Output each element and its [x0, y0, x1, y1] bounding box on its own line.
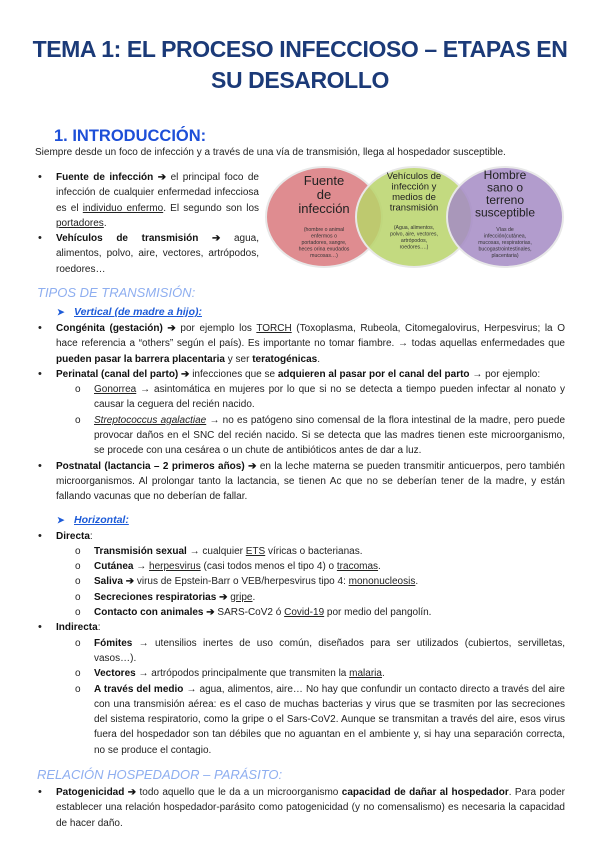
underlined-term: ETS: [245, 545, 266, 557]
bold-term: Directa: [56, 530, 90, 542]
bullet-icon: •: [38, 529, 42, 542]
diagram-circle-note: mucosas, respiratorias,: [478, 240, 532, 246]
sub-list-item: [37, 574, 565, 589]
bullet-icon: •: [38, 459, 42, 472]
underlined-term: herpesvirus: [149, 561, 201, 573]
diagram-circle-title: medios de: [392, 192, 436, 203]
text-run: en la leche materna se pueden transmitir anticuerpos, pero también microorganismos. Al prolongar tanto la lactancia, se tienen Ac que no se deberían tener de la madre, y están fallando vacunas que no deberían de fallar.: [56, 460, 565, 503]
list-item: [37, 367, 565, 382]
text-run: .: [378, 561, 381, 573]
sub-bullet-icon: o: [75, 414, 81, 426]
text-run: por medio del pangolín.: [324, 607, 432, 619]
sub-list-item: [37, 682, 565, 758]
bold-term: Vehículos de transmisión ➔: [56, 233, 221, 245]
bold-term: adquieren al pasar por el canal del parto: [277, 368, 470, 380]
diagram-circle-note: roedores….): [399, 244, 429, 251]
transmission-type-label: Horizontal:: [74, 513, 129, 526]
diagram-circle-title: infección: [298, 201, 350, 216]
diagram-circle-title: terreno: [485, 193, 525, 207]
diagram-circle-note: mucosas…): [310, 253, 338, 259]
sub-list-item: [37, 666, 565, 681]
diagram-circle-note: placentaria): [491, 253, 519, 259]
sub-list-item: [37, 605, 565, 620]
bold-term: Saliva ➔: [94, 576, 135, 588]
diagram-circle-title: Vehículos de: [386, 171, 442, 182]
transmission-type-heading: [37, 304, 565, 320]
diagram-circle-note: bucogastrointestinales,: [478, 246, 532, 253]
bold-term: Contacto con animales ➔: [94, 607, 215, 619]
bullet-icon: •: [38, 621, 42, 634]
diagram-circle-note: (hombre o animal: [303, 227, 345, 233]
bullet-icon: •: [38, 322, 42, 334]
text-run: virus de Epstein-Barr o VEB/herpesvirus tipo 4:: [134, 576, 349, 588]
underlined-term: malaria: [349, 668, 382, 680]
text-run: → cualquier: [186, 545, 246, 557]
title-line-2: SU DESAROLLO: [211, 67, 389, 93]
arrow-bullet-icon: ➤: [57, 307, 65, 317]
text-run: →: [133, 561, 150, 573]
text-run: . Para poder establecer una relación hospedador-parásito como patogenicidad (y no comensalismo) es necesaria la capacidad de hacer daño.: [56, 787, 565, 829]
text-run: :: [89, 530, 93, 542]
list-item: [37, 321, 565, 367]
bold-term: teratogénicas: [252, 353, 318, 365]
underlined-term: Streptococcus agalactiae: [94, 414, 207, 426]
text-run: SARS-CoV2 ó: [214, 607, 285, 619]
text-run: → utensilios inertes de uso común, diseñados para ser utilizados (cubiertos, servilletas, vasos…).: [94, 637, 565, 664]
text-run: .: [415, 576, 419, 588]
text-run: .: [252, 591, 256, 603]
bold-term: pueden pasar la barrera placentaria: [56, 353, 225, 365]
sub-bullet-icon: o: [75, 545, 81, 557]
text-run: .: [381, 668, 385, 680]
sub-bullet-icon: o: [75, 561, 81, 573]
sub-bullet-icon: o: [75, 668, 81, 680]
section-subheading: TIPOS DE TRANSMISIÓN:: [37, 285, 196, 300]
underlined-term: Covid-19: [284, 607, 325, 619]
bullet-icon: •: [38, 232, 42, 245]
diagram-circle-title: Hombre: [483, 168, 527, 182]
diagram-circle-title: de: [316, 187, 332, 202]
sub-list-item: [37, 413, 565, 459]
text-run: víricas o bacterianas.: [265, 545, 363, 557]
transmission-type-heading: [37, 512, 565, 528]
bold-term: Fuente de infección ➔: [56, 172, 167, 183]
bold-term: Indirecta: [56, 622, 98, 634]
underlined-term: TORCH: [256, 323, 292, 334]
bold-term: A través del medio: [94, 683, 184, 695]
bold-term: Congénita (gestación) ➔: [56, 323, 176, 334]
document-title: [20, 34, 580, 96]
underlined-term: mononucleosis: [348, 576, 416, 588]
sub-list-item: [37, 559, 565, 574]
text-run: todo aquello que le da a un microorganismo: [136, 787, 342, 799]
text-run: → agua, alimentos, aire… No hay que confundir un contacto directo a través del aire con una transmisión aérea: es el caso de muchas bacterias y virus que se trasmiten por las secreciones del sistema respiratorio, como la gripe o el Sars-CoV2. Aunque se transmitan a través del aire, esos virus fuera del hospedador son tan débiles que no aguantan en el ambiente y, si hay una separación correcta, no se produce el contagio.: [94, 683, 565, 756]
text-run: → artrópodos principalmente que transmiten la: [135, 668, 350, 680]
underlined-term: gripe: [230, 591, 253, 603]
sub-bullet-icon: o: [75, 683, 81, 695]
underlined-term: tracomas: [336, 561, 379, 573]
diagram-circle: [447, 167, 563, 267]
text-run: y ser: [224, 353, 253, 365]
bold-term: Transmisión sexual: [94, 545, 187, 557]
list-item: [37, 459, 565, 505]
diagram-circle-title: transmisión: [389, 202, 439, 214]
transmission-type-label: Vertical (de madre a hijo):: [74, 306, 202, 318]
diagram-circle-note: Vías de: [496, 227, 514, 233]
arrow-bullet-icon: ➤: [57, 514, 65, 525]
sub-list-item: [37, 636, 565, 667]
text-run: → por ejemplo:: [469, 368, 541, 380]
bold-term: Secreciones respiratorias ➔: [94, 591, 228, 603]
sub-bullet-icon: o: [75, 576, 81, 588]
bold-term: capacidad de dañar al hospedador: [341, 787, 509, 799]
sub-list-item: [37, 544, 565, 559]
diagram-circle-title: sano o: [486, 180, 524, 195]
underlined-term: individuo enfermo: [82, 202, 164, 214]
intro-bullet-item: [37, 170, 259, 231]
sub-list-item: [37, 590, 565, 605]
list-item: [37, 785, 565, 831]
text-run: .: [103, 217, 107, 229]
list-item: [37, 620, 565, 635]
section-heading-introduccion: 1. INTRODUCCIÓN:: [54, 127, 207, 145]
diagram-circle-note: polvo, aire, vectores,: [390, 231, 438, 238]
text-run: → asintomática en mujeres por lo que si no se detecta a tiempo pueden infectar al nonato y causar la ceguera del recién nacido.: [94, 384, 565, 411]
document-body: [37, 282, 565, 831]
intro-paragraph: Siempre desde un foco de infección y a través de una vía de transmisión, llega al hospedador susceptible.: [35, 147, 506, 158]
section-subheading: RELACIÓN HOSPEDADOR – PARÁSITO:: [37, 767, 283, 783]
bold-term: Cutánea: [94, 561, 134, 573]
text-run: .: [317, 353, 321, 365]
diagram-circle-note: infección(cutánea,: [483, 233, 527, 240]
text-run: . El segundo son los: [163, 202, 260, 214]
bold-term: Postnatal (lactancia – 2 primeros años) ➔: [56, 460, 257, 472]
diagram-circle-note: (Agua, alimentos,: [393, 225, 435, 231]
bullet-icon: •: [38, 367, 42, 380]
sub-bullet-icon: o: [75, 607, 81, 619]
bold-term: Perinatal (canal del parto) ➔: [56, 368, 190, 380]
sub-bullet-icon: o: [75, 591, 81, 603]
text-run: (Toxoplasma, Rubeola, Citomegalovirus, Herpesvirus; la O hace referencia a “others” según el país). Es importante no tomar fiambre. → todas aquellas enfermedades que: [56, 323, 565, 350]
sub-list-item: [37, 382, 565, 413]
bold-term: Fómites: [94, 637, 133, 649]
text-run: → no es patógeno sino comensal de la flora intestinal de la madre, pero puede provocar daños en el SNC del recién nacido. Si se detecta que las madres tienen este microorganismo, se procede con una cesárea o un chute de antibióticos antes de dar a luz.: [94, 414, 566, 457]
text-run: por ejemplo los: [175, 323, 257, 334]
list-item: [37, 529, 565, 544]
title-line-1: TEMA 1: EL PROCESO INFECCIOSO – ETAPAS EN: [32, 36, 568, 62]
text-run: infecciones que se: [189, 368, 278, 380]
bullet-icon: •: [38, 171, 42, 183]
underlined-term: Gonorrea: [94, 384, 137, 396]
bullet-icon: •: [38, 786, 42, 799]
diagram-circle-title: Fuente: [303, 173, 345, 188]
underlined-term: portadores: [56, 217, 104, 229]
text-run: el principal foco de infección de cualquier enfermedad infecciosa es el: [56, 172, 259, 214]
text-run: agua, alimentos, polvo, aire, vectores, artrópodos, roedores…: [56, 233, 259, 275]
diagram-circle-note: enfermos o: [311, 233, 337, 240]
diagram-circle-note: heces orina exudados: [298, 246, 350, 253]
diagram-circle-title: susceptible: [474, 205, 536, 220]
sub-bullet-icon: o: [75, 384, 81, 396]
infection-chain-diagram: [262, 163, 567, 271]
bold-term: Vectores: [94, 668, 136, 680]
diagram-circle-note: artrópodos,: [400, 238, 428, 244]
sub-bullet-icon: o: [75, 637, 81, 649]
bold-term: Patogenicidad ➔: [56, 787, 137, 799]
intro-bullet-list: [37, 170, 259, 277]
diagram-circle-title: infección y: [391, 181, 437, 193]
intro-bullet-item: [37, 231, 259, 277]
diagram-circle-note: portadores, sangre,: [301, 240, 347, 246]
text-run: :: [97, 622, 101, 634]
text-run: (casi todos menos el tipo 4) o: [200, 561, 337, 573]
